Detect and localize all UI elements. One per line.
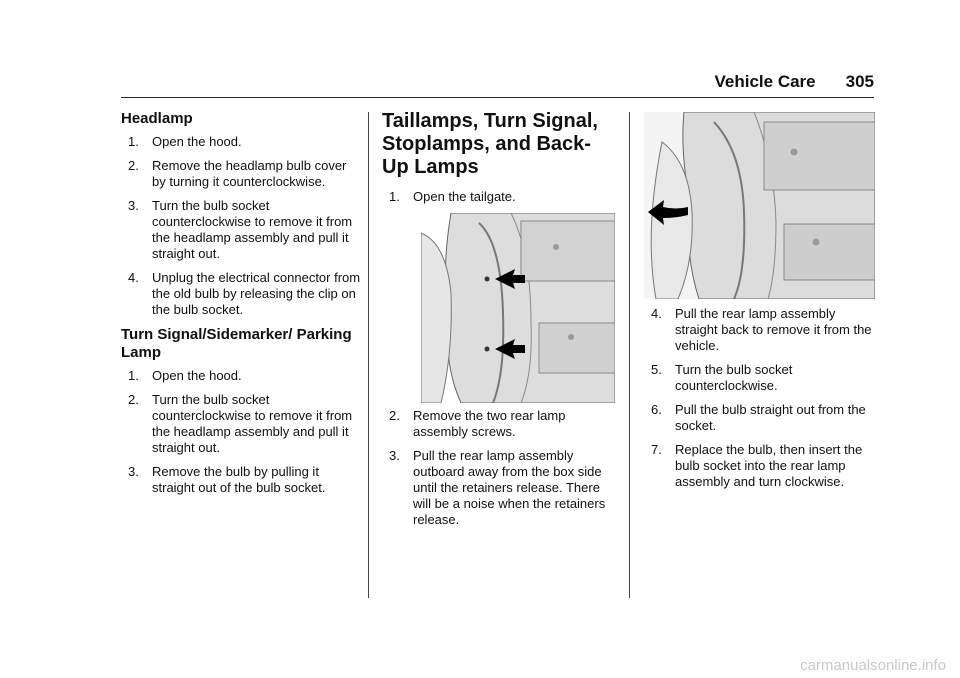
step-item	[644, 306, 876, 354]
step-number: 7.	[651, 442, 662, 457]
step-text: Open the hood.	[152, 368, 242, 383]
taillamps-heading: Taillamps, Turn Signal, Stoplamps, and Back-Up Lamps	[382, 110, 598, 178]
section-name: Vehicle Care	[714, 72, 816, 91]
column-divider-1	[368, 112, 369, 598]
step-number: 2.	[128, 392, 139, 407]
taillamp-steps-a	[382, 189, 614, 205]
step-item	[121, 134, 361, 150]
turn-signal-heading: Turn Signal/Sidemarker/ Parking Lamp	[121, 326, 352, 361]
rear-lamp-removal-illustration	[644, 112, 875, 299]
step-item	[121, 464, 361, 496]
step-item	[121, 198, 361, 262]
page-number: 305	[845, 72, 874, 91]
step-number: 1.	[128, 368, 139, 383]
step-item	[121, 270, 361, 318]
step-text: Replace the bulb, then insert the bulb socket into the rear lamp assembly and turn clockwise.	[675, 442, 863, 489]
step-item	[382, 189, 614, 205]
rear-lamp-screws-illustration	[421, 213, 615, 403]
step-text: Turn the bulb socket counterclockwise to remove it from the headlamp assembly and pull it straight out.	[152, 392, 353, 455]
step-item	[382, 408, 614, 440]
step-text: Remove the two rear lamp assembly screws.	[413, 408, 566, 439]
step-number: 5.	[651, 362, 662, 377]
step-text: Open the hood.	[152, 134, 242, 149]
step-number: 6.	[651, 402, 662, 417]
step-text: Turn the bulb socket counterclockwise.	[675, 362, 793, 393]
step-text: Pull the rear lamp assembly outboard away from the box side until the retainers release. There will be a noise when the retainers release.	[413, 448, 606, 527]
step-text: Turn the bulb socket counterclockwise to remove it from the headlamp assembly and pull it straight out.	[152, 198, 353, 261]
step-item	[121, 368, 361, 384]
column-divider-2	[629, 112, 630, 598]
step-item	[644, 362, 876, 394]
headlamp-steps	[121, 134, 361, 318]
step-number: 2.	[128, 158, 139, 173]
headlamp-heading: Headlamp	[121, 110, 193, 127]
column-1	[121, 110, 361, 504]
step-number: 4.	[128, 270, 139, 285]
column-3	[644, 306, 876, 498]
step-number: 1.	[128, 134, 139, 149]
header-rule	[121, 97, 874, 98]
step-text: Unplug the electrical connector from the old bulb by releasing the clip on the bulb socket.	[152, 270, 361, 317]
step-text: Pull the rear lamp assembly straight back to remove it from the vehicle.	[675, 306, 872, 353]
step-number: 2.	[389, 408, 400, 423]
page-header	[715, 72, 875, 92]
step-number: 3.	[389, 448, 400, 463]
step-item	[644, 442, 876, 490]
step-number: 1.	[389, 189, 400, 204]
bulb-replacement-steps	[644, 306, 876, 490]
turn-signal-steps	[121, 368, 361, 496]
step-text: Open the tailgate.	[413, 189, 516, 204]
taillamp-steps-b	[382, 408, 614, 528]
step-item	[121, 158, 361, 190]
step-text: Remove the headlamp bulb cover by turning it counterclockwise.	[152, 158, 347, 189]
step-item	[644, 402, 876, 434]
watermark: carmanualsonline.info	[800, 657, 946, 674]
step-number: 3.	[128, 464, 139, 479]
step-text: Remove the bulb by pulling it straight out of the bulb socket.	[152, 464, 326, 495]
column-2	[382, 110, 614, 213]
step-item	[382, 448, 614, 528]
step-number: 3.	[128, 198, 139, 213]
column-2-lower	[382, 408, 614, 536]
step-text: Pull the bulb straight out from the socket.	[675, 402, 866, 433]
step-item	[121, 392, 361, 456]
step-number: 4.	[651, 306, 662, 321]
